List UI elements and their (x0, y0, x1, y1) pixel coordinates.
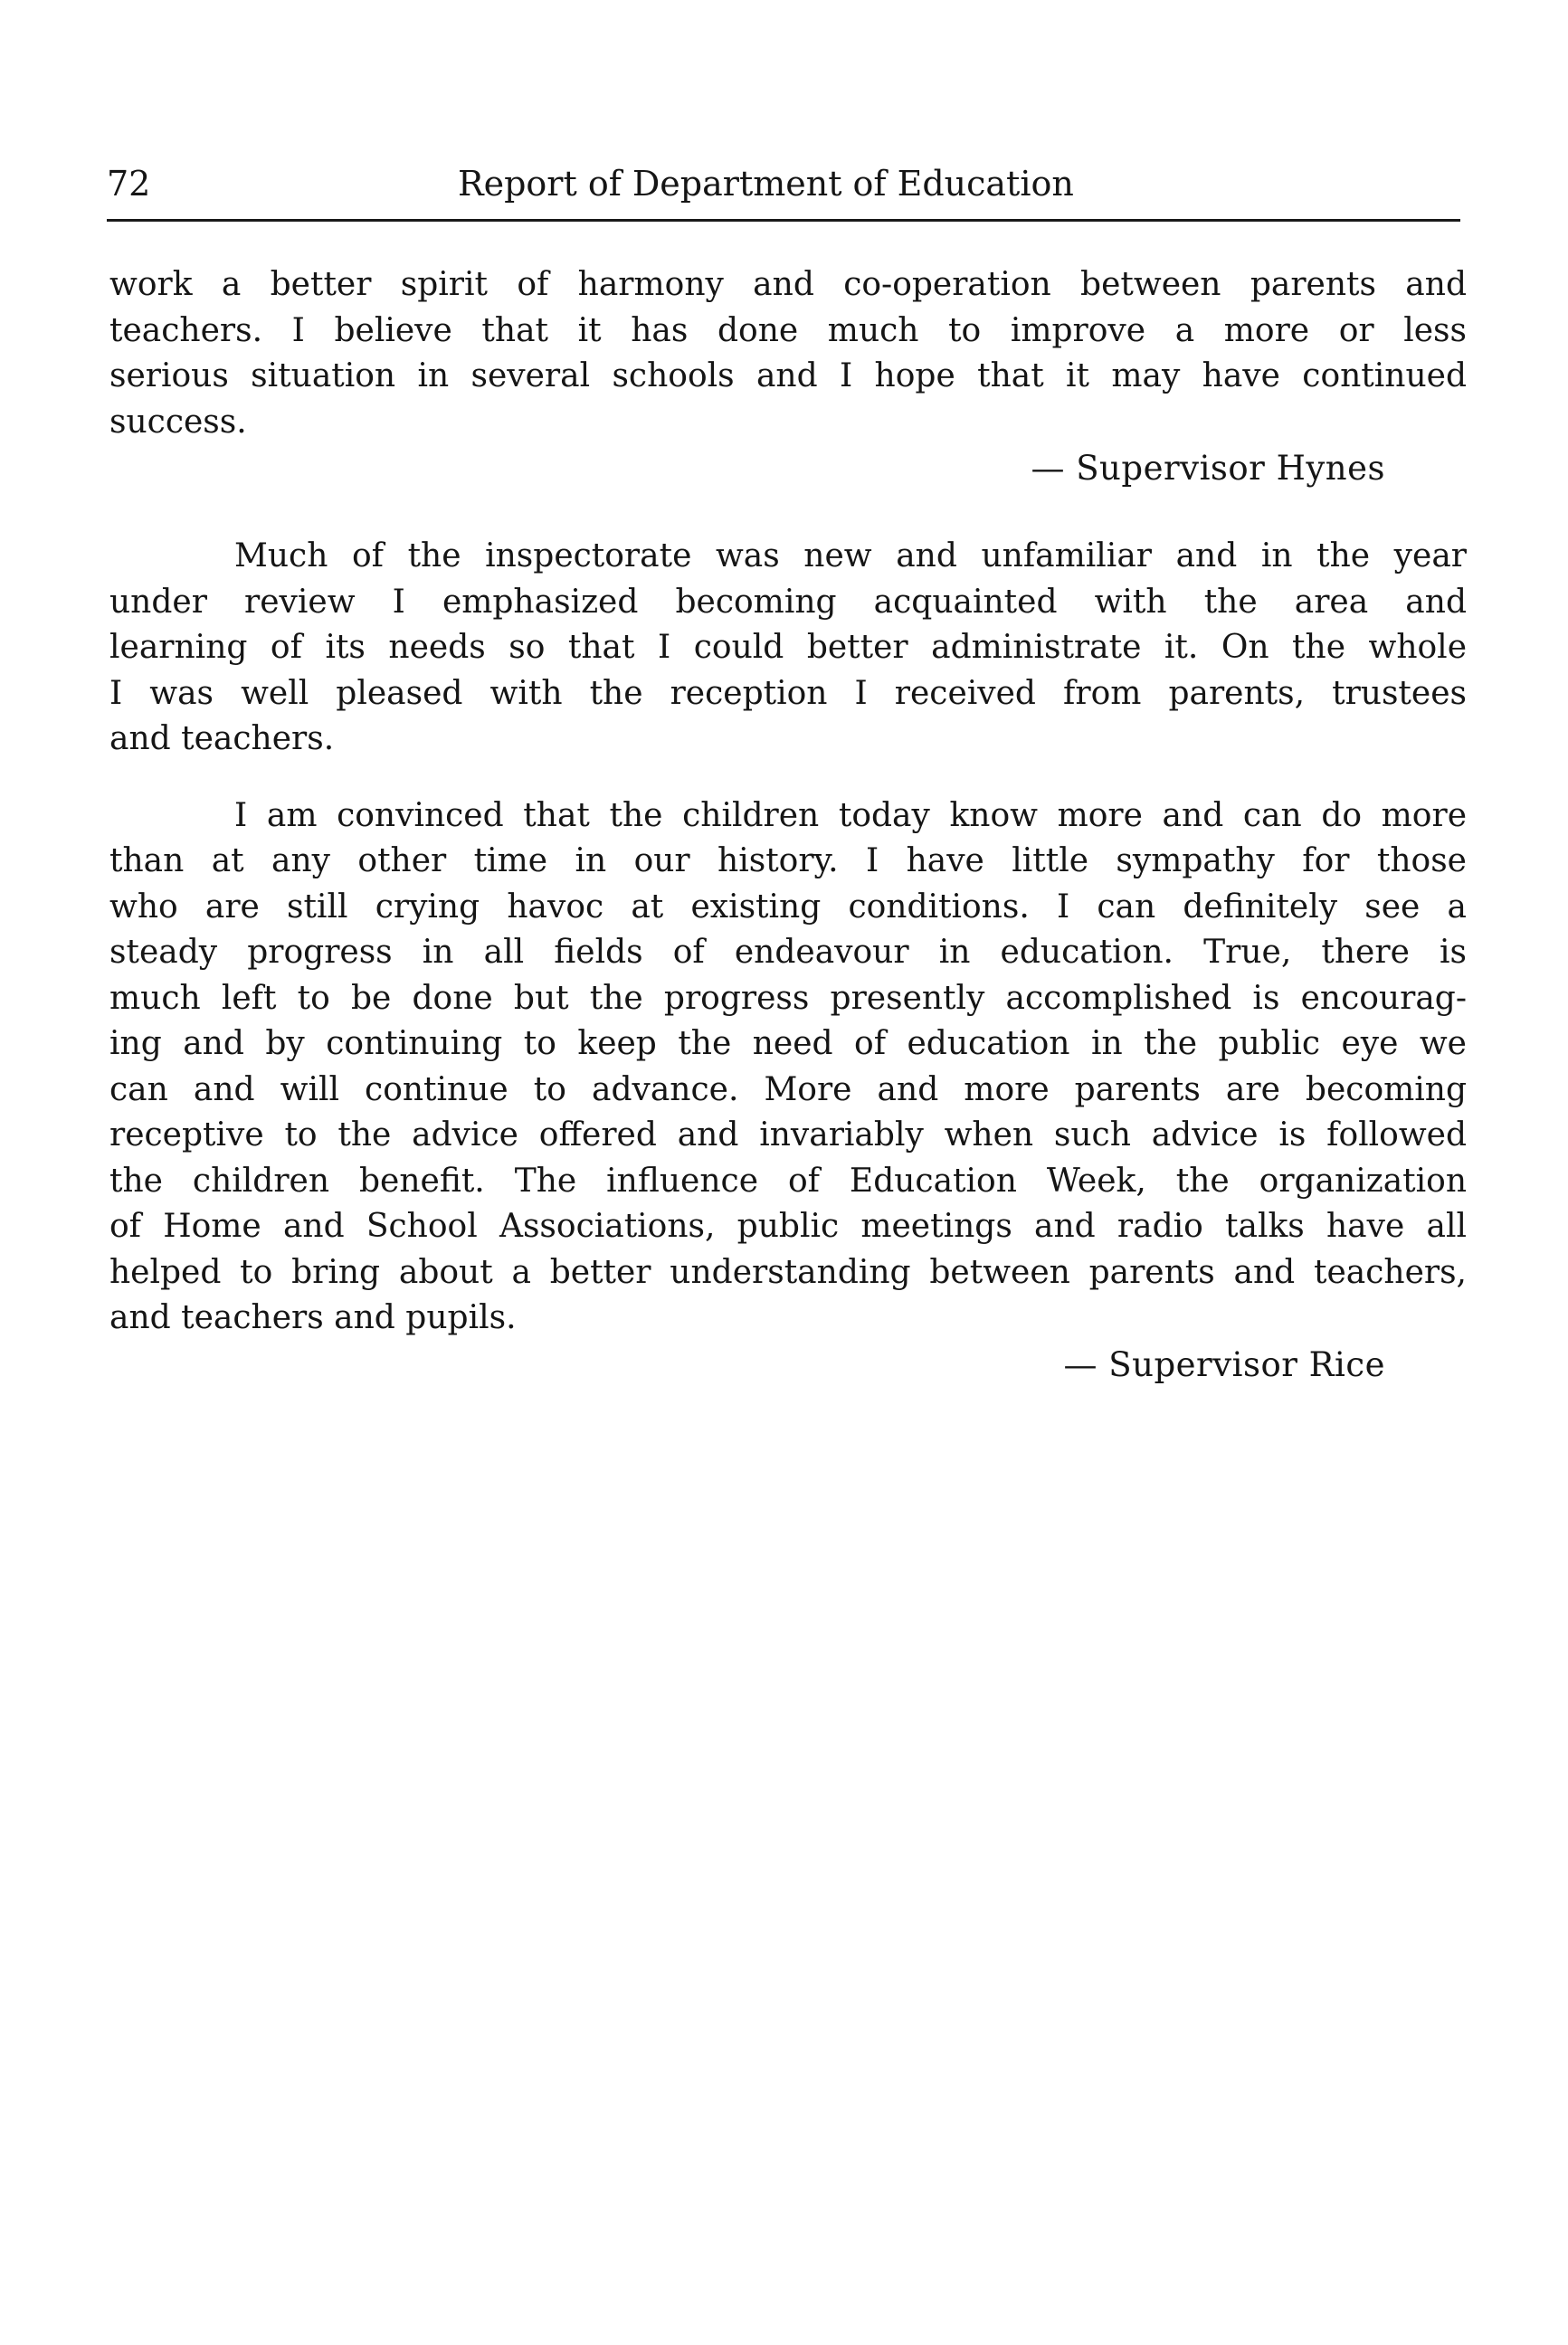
page-body (109, 262, 1467, 1389)
page-header (107, 161, 1460, 206)
text-line: I am convinced that the children today know more and can do more (234, 796, 1467, 834)
text-line: much left to be done but the progress presently accomplished is encourag- (109, 979, 1467, 1017)
text-line: under review I emphasized becoming acquainted with the area and (109, 583, 1467, 621)
signature-hynes: — Supervisor Hynes (1031, 449, 1385, 488)
text-line: success. (109, 403, 247, 441)
text-line: of Home and School Associations, public meetings and radio talks have all (109, 1208, 1467, 1245)
text-line: than at any other time in our history. I have little sympathy for those (109, 842, 1467, 879)
text-line: helped to bring about a better understanding between parents and teachers, (109, 1253, 1467, 1291)
paragraph-inspectorate (109, 534, 1467, 763)
text-line: learning of its needs so that I could better administrate it. On the whole (109, 629, 1467, 666)
running-title: Report of Department of Education (458, 164, 1074, 204)
signature-rice: — Supervisor Rice (1063, 1344, 1385, 1384)
text-line: and teachers. (109, 720, 335, 757)
text-line: Much of the inspectorate was new and unfamiliar and in the year (234, 537, 1467, 574)
text-line: who are still crying havoc at existing conditions. I can definitely see a (109, 888, 1467, 926)
paragraph-convinced (109, 793, 1467, 1342)
text-line: the children benefit. The influence of Education Week, the organization (109, 1162, 1467, 1200)
text-line: receptive to the advice offered and invariably when such advice is followed (109, 1116, 1467, 1154)
text-line: I was well pleased with the reception I received from parents, trustees (109, 674, 1467, 712)
header-rule (107, 219, 1460, 222)
text-line: and teachers and pupils. (109, 1299, 517, 1336)
text-line: teachers. I believe that it has done much to improve a more or less (109, 311, 1467, 349)
text-line: ing and by continuing to keep the need of education in the public eye we (109, 1025, 1467, 1062)
text-line: serious situation in several schools and I hope that it may have continued (109, 357, 1467, 394)
text-line: steady progress in all fields of endeavour in education. True, there is (109, 934, 1467, 971)
page-number: 72 (107, 164, 151, 204)
text-line: work a better spirit of harmony and co-operation between parents and (109, 266, 1467, 303)
paragraph-hynes-continued (109, 262, 1467, 445)
text-line: can and will continue to advance. More and more parents are becoming (109, 1070, 1467, 1108)
